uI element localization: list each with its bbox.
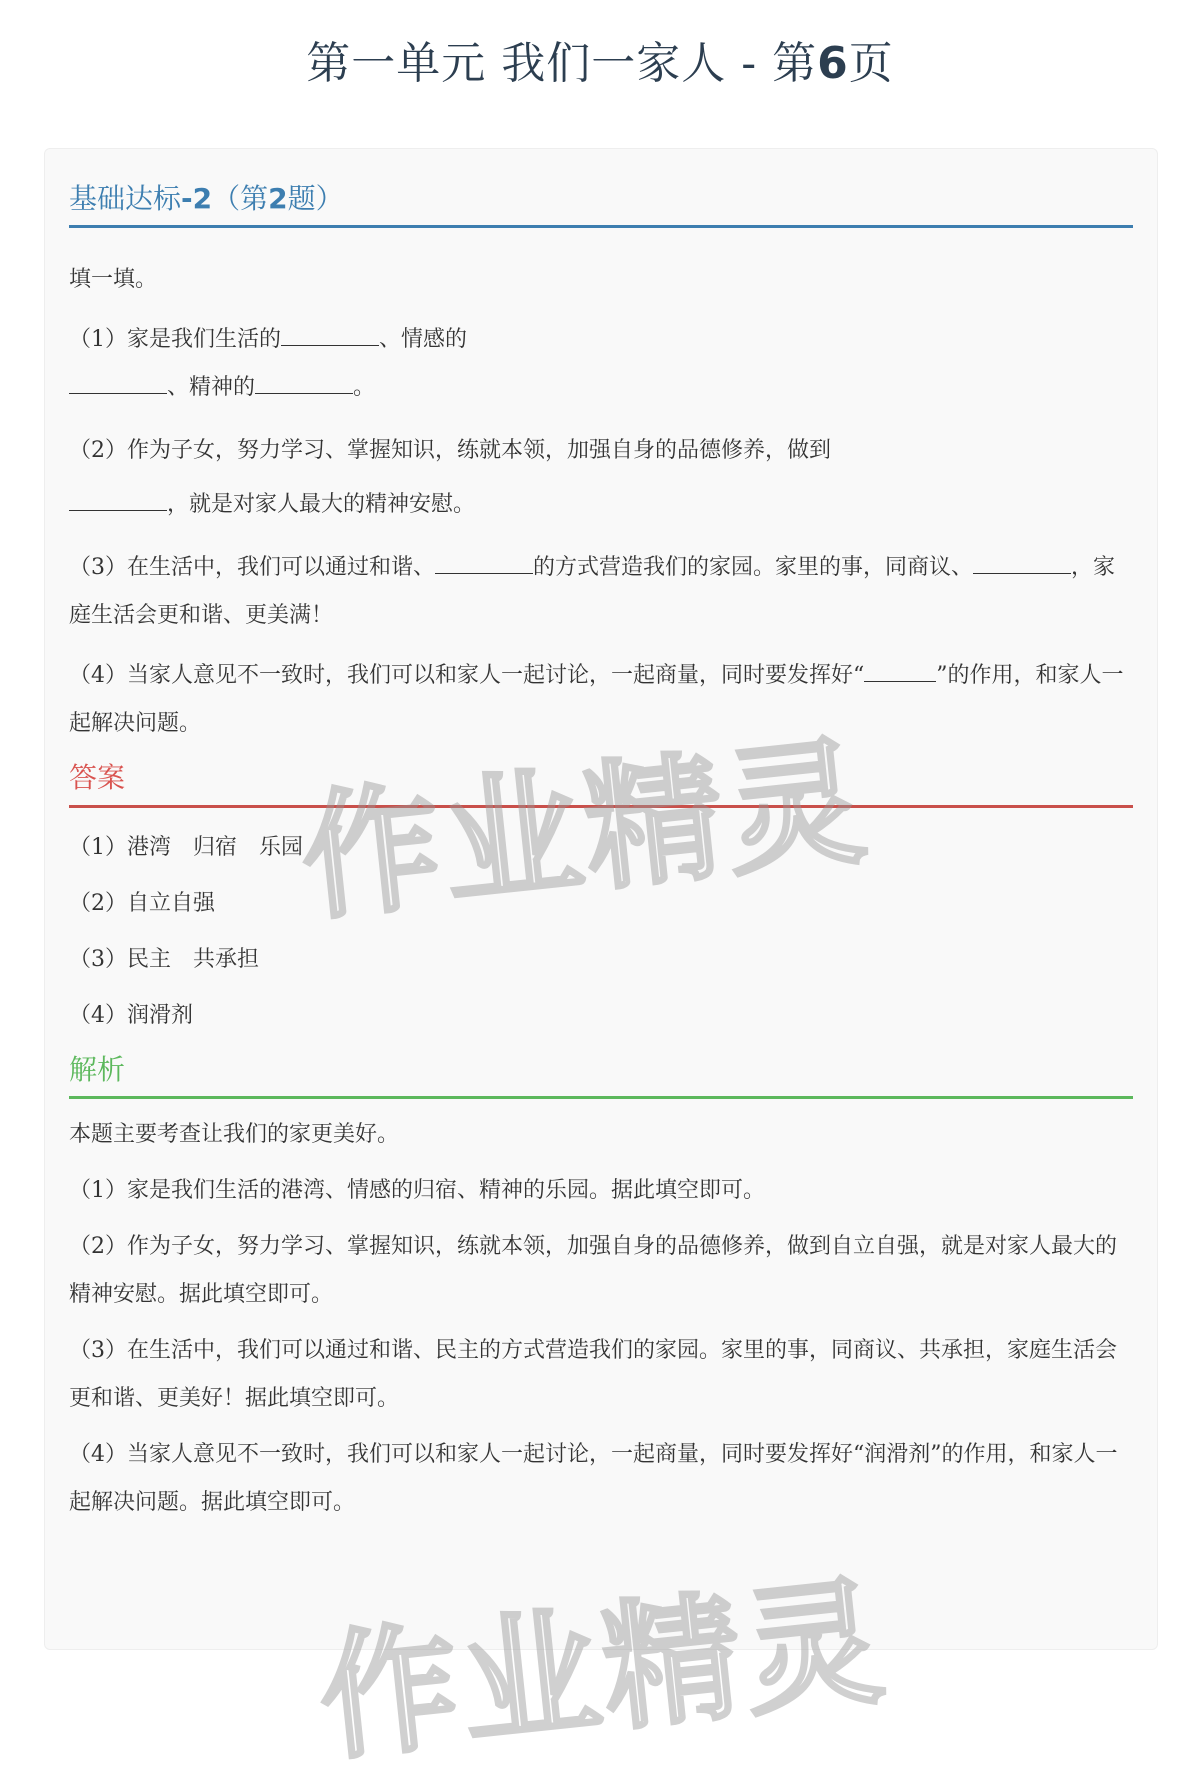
fill-blank — [281, 323, 379, 346]
question-heading-text: 题） — [287, 182, 344, 215]
answer-heading: 答案 — [69, 760, 1133, 807]
fill-blank — [864, 659, 936, 682]
answer-item: （4）润滑剂 — [69, 1002, 193, 1028]
fill-blank — [973, 551, 1071, 574]
fill-blank — [255, 371, 353, 394]
question-heading-number: 2 — [268, 182, 288, 215]
question-item-3 — [69, 544, 1133, 640]
answer-item: （2）自立自强 — [69, 890, 215, 916]
analysis-item: （4）当家人意见不一致时，我们可以和家人一起讨论，一起商量，同时要发挥好“润滑剂”的作用，和家人一起解决问题。据此填空即可。 — [69, 1442, 1118, 1516]
analysis-heading: 解析 — [69, 1052, 1133, 1099]
question-item-1 — [69, 316, 549, 412]
question-text: 、情感的 — [379, 327, 468, 353]
question-text: （3）在生活中，我们可以通过和谐、 — [69, 555, 435, 581]
page-title-number: 6 — [817, 38, 849, 89]
question-text: 、精神的 — [167, 375, 256, 401]
page-title-prefix: 第一单元 我们一家人 - 第 — [306, 38, 818, 89]
fill-blank — [435, 551, 533, 574]
watermark: 作业精灵 — [312, 1560, 895, 1781]
question-intro: 填一填。 — [69, 267, 158, 293]
analysis-intro: 本题主要考查让我们的家更美好。 — [69, 1122, 400, 1148]
analysis-item: （3）在生活中，我们可以通过和谐、民主的方式营造我们的家园。家里的事，同商议、共承担，家庭生活会更和谐、更美好！据此填空即可。 — [69, 1338, 1118, 1412]
question-card — [44, 148, 1158, 1650]
answer-item: （3）民主 共承担 — [69, 946, 259, 972]
fill-blank — [69, 371, 167, 394]
analysis-item: （1）家是我们生活的港湾、情感的归宿、精神的乐园。据此填空即可。 — [69, 1178, 765, 1204]
question-item-4 — [69, 652, 1133, 748]
question-heading-text: 基础达标 — [69, 182, 182, 215]
question-text: （1）家是我们生活的 — [69, 327, 281, 353]
question-text: ，家庭生活会更和谐、更美满！ — [69, 555, 1116, 629]
fill-blank — [69, 488, 167, 511]
question-heading — [69, 181, 1133, 228]
answer-item: （1）港湾 归宿 乐园 — [69, 834, 303, 860]
question-text: ，就是对家人最大的精神安慰。 — [167, 492, 476, 518]
question-text: 。 — [353, 375, 376, 401]
question-text: （4）当家人意见不一致时，我们可以和家人一起讨论，一起商量，同时要发挥好“ — [69, 663, 865, 689]
page-title-suffix: 页 — [848, 38, 894, 89]
question-item-2 — [69, 424, 1133, 532]
question-text: （2）作为子女，努力学习、掌握知识，练就本领，加强自身的品德修养，做到 — [69, 438, 831, 464]
page-title — [0, 38, 1200, 91]
analysis-item: （2）作为子女，努力学习、掌握知识，练就本领，加强自身的品德修养，做到自立自强，就是对家人最大的精神安慰。据此填空即可。 — [69, 1234, 1118, 1308]
question-text: ”的作用，和家人一起解决问题。 — [69, 663, 1124, 737]
question-text: 的方式营造我们的家园。家里的事，同商议、 — [533, 555, 974, 581]
question-heading-text: （第 — [212, 182, 269, 215]
question-heading-number: -2 — [181, 182, 213, 215]
